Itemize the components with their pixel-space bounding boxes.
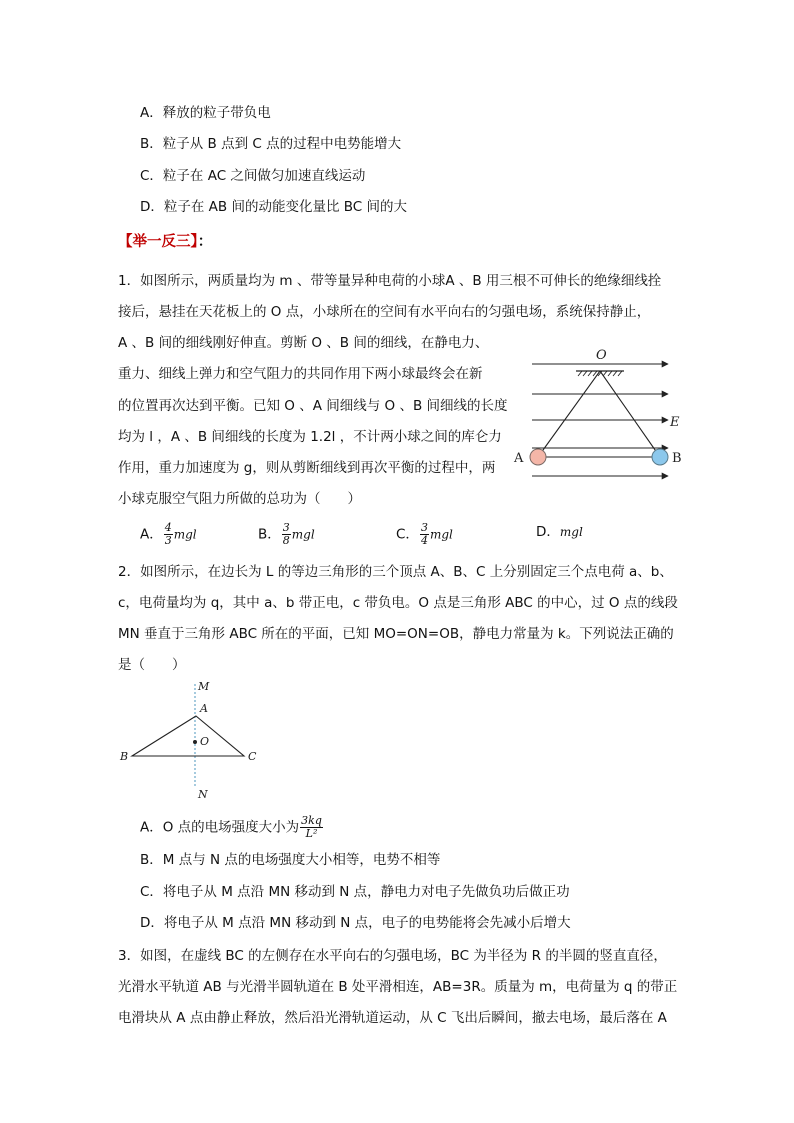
point-o: [193, 740, 197, 744]
q2-option-a: [140, 815, 324, 840]
q1-option-b-tail: mgl: [291, 527, 315, 542]
q1-option-d-label: D．: [536, 524, 560, 540]
q2-option-a-text: A．O 点的电场强度大小为: [140, 819, 300, 836]
prev-option-d: D．粒子在 AB 间的动能变化量比 BC 间的大: [140, 199, 408, 215]
q1-option-a-frac: [164, 522, 173, 547]
q1-option-a-den: 3: [164, 534, 172, 547]
label-c: C: [248, 750, 257, 763]
q1-option-b-num: 3: [282, 521, 290, 534]
q1-option-b-label: B．: [258, 526, 281, 543]
q3-line-2: 光滑水平轨道 AB 与光滑半圆轨道在 B 处平滑相连，AB=3R。质量为 m，电荷量为 q 的带正: [118, 979, 678, 995]
label-e: E: [670, 415, 680, 430]
q2-line-4: 是（ ）: [118, 657, 186, 673]
label-b: B: [672, 451, 682, 466]
q1-option-c: [396, 522, 453, 547]
q1-line-6: 均为 l ，A 、B 间细线的长度为 1.2l ，不计两小球之间的库仑力: [118, 429, 502, 445]
q1-option-a-tail: mgl: [173, 527, 197, 542]
q1-option-b: [258, 522, 315, 547]
q1-line-4: 重力、细线上弹力和空气阻力的共同作用下两小球最终会在新: [118, 366, 483, 382]
section-heading-colon: ：: [197, 234, 213, 250]
ball-a: [530, 449, 546, 465]
triangle-abc: [132, 716, 244, 756]
label-b: B: [120, 750, 129, 763]
q2-option-a-num: 3kq: [301, 814, 322, 827]
prev-option-a: A．释放的粒子带负电: [140, 105, 271, 121]
label-a: A: [200, 702, 208, 715]
q1-line-2: 接后，悬挂在天花板上的 O 点，小球所在的空间有水平向右的匀强电场，系统保持静止，: [118, 304, 651, 320]
label-o: O: [200, 735, 210, 748]
string-ob: [600, 371, 660, 457]
q2-option-a-frac: [300, 815, 323, 840]
q3-line-3: 电滑块从 A 点由静止释放，然后沿光滑轨道运动，从 C 飞出后瞬间，撤去电场，最后落在 A: [118, 1010, 667, 1026]
q2-option-d: D．将电子从 M 点沿 MN 移动到 N 点，电子的电势能将会先减小后增大: [140, 915, 571, 931]
q1-option-c-tail: mgl: [429, 527, 453, 542]
q1-line-7: 作用，重力加速度为 g，则从剪断细线到再次平衡的过程中，两: [118, 460, 496, 476]
ball-b: [652, 449, 668, 465]
prev-option-b: B．粒子从 B 点到 C 点的过程中电势能增大: [140, 136, 402, 152]
q1-option-a-label: A．: [140, 526, 163, 543]
q1-option-c-frac: [420, 522, 429, 547]
q2-line-3: MN 垂直于三角形 ABC 所在的平面，已知 MO=ON=OB，静电力常量为 k。下列说法正确的: [118, 626, 674, 642]
q2-figure: [112, 676, 272, 804]
q1-option-b-frac: [282, 522, 291, 547]
q1-option-d: [536, 522, 583, 542]
string-oa: [538, 371, 600, 457]
label-n: N: [198, 788, 208, 801]
label-o: O: [596, 348, 607, 363]
q2-option-a-den: L²: [305, 827, 318, 840]
q1-option-b-den: 8: [282, 534, 290, 547]
q3-line-1: 3．如图，在虚线 BC 的左侧存在水平向右的匀强电场，BC 为半径为 R 的半圆的竖直直径，: [118, 948, 667, 964]
q2-option-c: C．将电子从 M 点沿 MN 移动到 N 点，静电力对电子先做负功后做正功: [140, 884, 570, 900]
q1-option-d-tail: mgl: [559, 525, 583, 539]
section-heading: [118, 232, 212, 252]
q1-line-3: A 、B 间的细线刚好伸直。剪断 O 、B 间的细线，在静电力、: [118, 335, 489, 351]
q1-option-a-num: 4: [164, 521, 172, 534]
q1-option-a: [140, 522, 197, 547]
q1-line-8: 小球克服空气阻力所做的总功为（ ）: [118, 491, 361, 507]
q2-line-2: c，电荷量均为 q，其中 a、b 带正电，c 带负电。O 点是三角形 ABC 的中心，过 O 点的线段: [118, 595, 678, 611]
q1-option-c-den: 4: [420, 534, 428, 547]
q1-line-1: 1．如图所示，两质量均为 m 、带等量异种电荷的小球A 、B 用三根不可伸长的绝缘细线拴: [118, 273, 662, 289]
section-heading-text: 【举一反三】: [118, 234, 198, 250]
label-a: A: [514, 451, 524, 466]
q1-option-c-num: 3: [420, 521, 428, 534]
q1-line-5: 的位置再次达到平衡。已知 O 、A 间细线与 O 、B 间细线的长度: [118, 398, 508, 414]
q2-option-b: B．M 点与 N 点的电场强度大小相等，电势不相等: [140, 852, 441, 868]
label-m: M: [198, 680, 210, 693]
q2-line-1: 2．如图所示，在边长为 L 的等边三角形的三个顶点 A、B、C 上分别固定三个点电荷 a、b、: [118, 564, 673, 580]
q1-figure: [508, 344, 694, 486]
prev-option-c: C．粒子在 AC 之间做匀加速直线运动: [140, 168, 366, 184]
q1-option-c-label: C．: [396, 526, 419, 543]
